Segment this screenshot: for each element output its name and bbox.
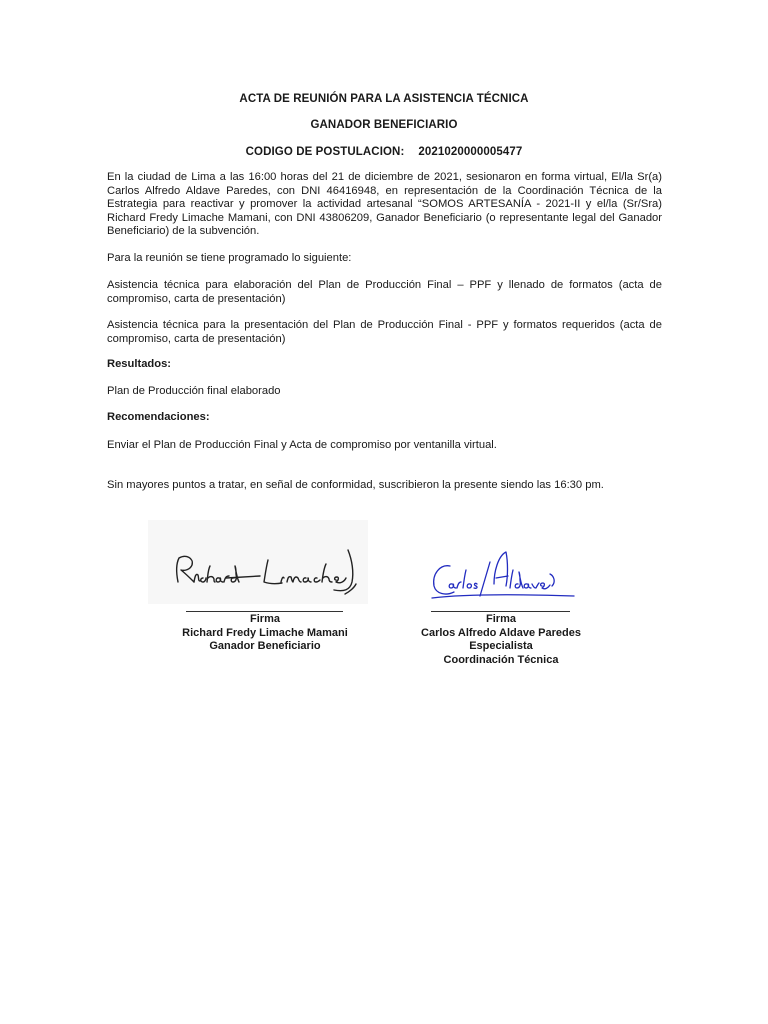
postulation-code-value: 2021020000005477 <box>418 146 523 158</box>
program-intro: Para la reunión se tiene programado lo siguiente: <box>107 252 352 264</box>
recommendations-heading: Recomendaciones: <box>107 411 210 423</box>
results-text: Plan de Producción final elaborado <box>107 385 281 397</box>
signature-line-right <box>431 611 570 612</box>
signature-line-left <box>186 611 343 612</box>
signature-right-name: Carlos Alfredo Aldave Paredes <box>421 626 581 639</box>
program-item-2: Asistencia técnica para la presentación del Plan de Producción Final - PPF y formatos requeridos (acta de compromiso, carta de presentación) <box>107 319 662 345</box>
signature-right-department: Coordinación Técnica <box>443 653 559 666</box>
signature-carlos-aldave <box>424 540 584 610</box>
signature-richard-limache <box>148 520 368 604</box>
postulation-code-label: CODIGO DE POSTULACION: <box>245 146 405 158</box>
recommendations-text: Enviar el Plan de Producción Final y Acta de compromiso por ventanilla virtual. <box>107 439 497 451</box>
results-heading: Resultados: <box>107 358 172 370</box>
signature-block-right <box>396 613 606 667</box>
intro-paragraph: En la ciudad de Lima a las 16:00 horas del 21 de diciembre de 2021, sesionaron en forma virtual, El/la Sr(a) Carlos Alfredo Aldave Paredes, con DNI 46416948, en representación de la Coordinación Técnica de la Estrategia para reactivar y promover la actividad artesanal “SOMOS ARTESANÍA - 2021-II y el/la (Sr/Sra) Richard Fredy Limache Mamani, con DNI 43806209, Ganador Beneficiario (o representante legal del Ganador Beneficiario) de la subvención. <box>107 171 662 238</box>
signature-left-role: Ganador Beneficiario <box>209 640 321 652</box>
signature-right-role: Especialista <box>469 640 533 652</box>
program-item-1: Asistencia técnica para elaboración del Plan de Producción Final – PPF y llenado de formatos (acta de compromiso, carta de presentación) <box>107 279 662 305</box>
signature-block-left <box>157 613 373 654</box>
document-title: ACTA DE REUNIÓN PARA LA ASISTENCIA TÉCNICA <box>239 93 529 105</box>
signature-left-label: Firma <box>250 613 280 625</box>
closing-text: Sin mayores puntos a tratar, en señal de conformidad, suscribieron la presente siendo las 16:30 pm. <box>107 479 604 491</box>
signature-left-name: Richard Fredy Limache Mamani <box>182 626 348 639</box>
document-subtitle: GANADOR BENEFICIARIO <box>310 119 458 131</box>
postulation-code <box>0 146 768 158</box>
signature-right-label: Firma <box>486 613 516 625</box>
